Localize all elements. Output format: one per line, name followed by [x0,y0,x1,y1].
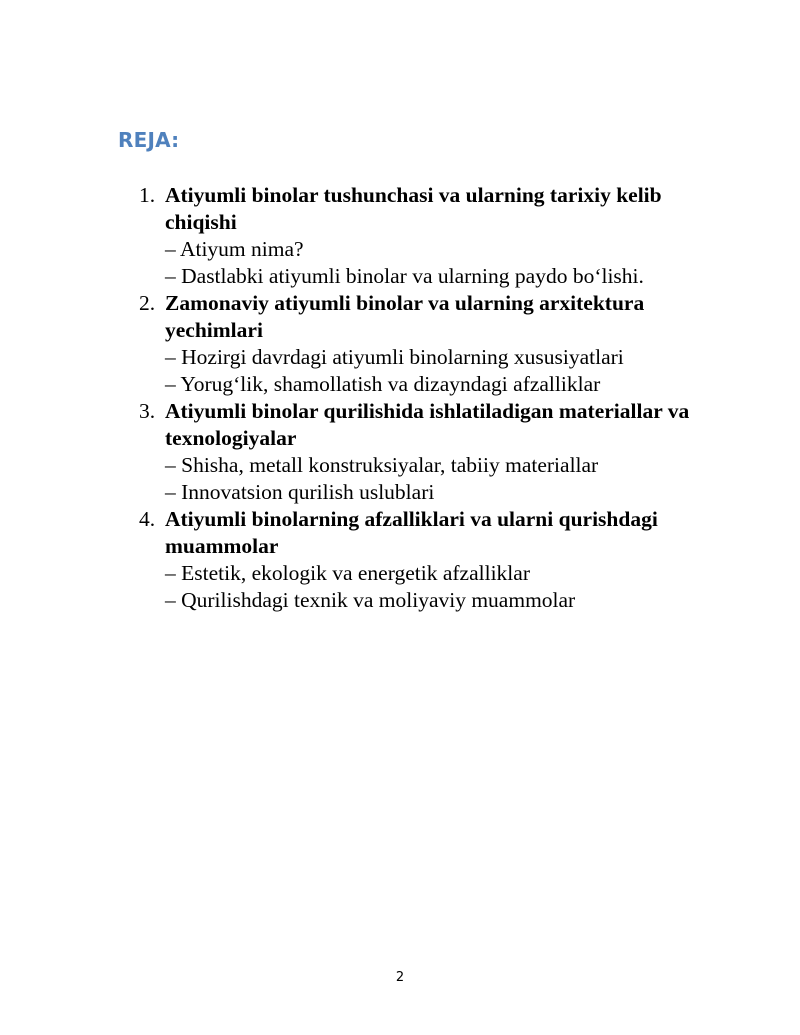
plan-subitem: – Shisha, metall konstruksiyalar, tabiiy materiallar [165,453,599,477]
plan-item-number: 4. [139,507,156,531]
plan-subitem: – Dastlabki atiyumli binolar va ularning paydo bo‘lishi. [165,264,644,288]
plan-list [139,182,699,614]
plan-subitem: – Yorug‘lik, shamollatish va dizayndagi afzalliklar [165,372,601,396]
plan-item-number: 2. [139,291,156,315]
plan-subitem: – Atiyum nima? [165,237,304,261]
plan-item-2 [139,290,699,398]
plan-item-number: 3. [139,399,156,423]
page-number: 2 [395,970,405,985]
plan-subitem: – Hozirgi davrdagi atiyumli binolarning xususiyatlari [165,345,624,369]
plan-item-number: 1. [139,183,156,207]
plan-heading: REJA: [118,128,180,152]
plan-item-title: Atiyumli binolar tushunchasi va ularning tarixiy kelib chiqishi [165,183,662,234]
plan-item-1 [139,182,699,290]
plan-item-4 [139,506,699,614]
plan-item-3 [139,398,699,506]
plan-subitem: – Qurilishdagi texnik va moliyaviy muammolar [165,588,576,612]
plan-subitem: – Innovatsion qurilish uslublari [165,480,435,504]
plan-subitem: – Estetik, ekologik va energetik afzalliklar [165,561,530,585]
plan-item-title: Atiyumli binolarning afzalliklari va ularni qurishdagi muammolar [165,507,658,558]
plan-item-title: Atiyumli binolar qurilishida ishlatiladigan materiallar va texnologiyalar [165,399,690,450]
plan-item-title: Zamonaviy atiyumli binolar va ularning arxitektura yechimlari [165,291,645,342]
